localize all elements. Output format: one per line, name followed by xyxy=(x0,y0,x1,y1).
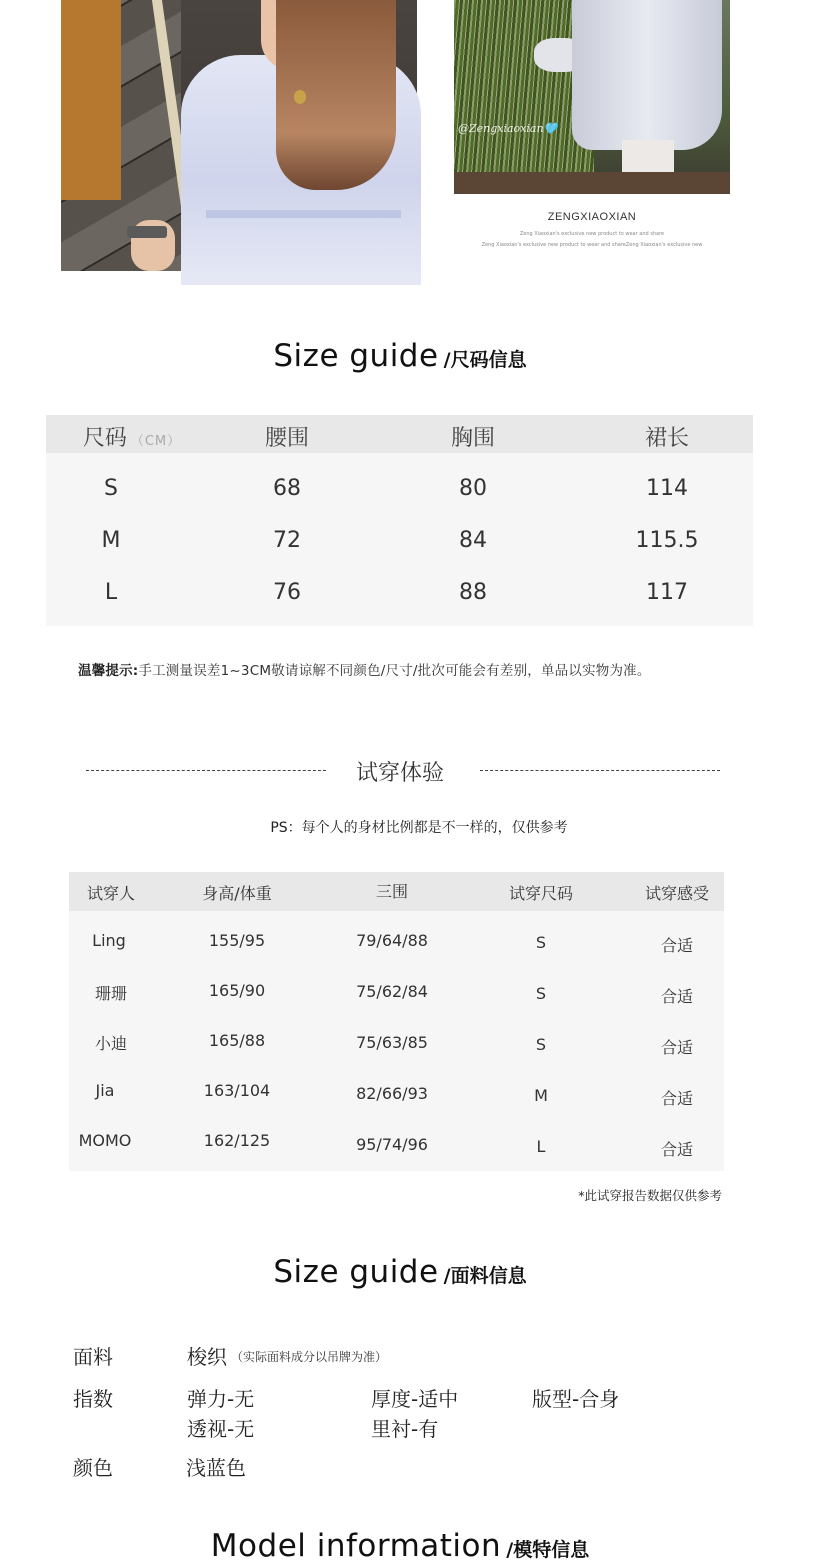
fabric-note: （实际面料成分以吊牌为准） xyxy=(231,1350,388,1364)
brand-tagline: Zeng Xiaoxian's exclusive new product to wear and share xyxy=(519,231,665,237)
trial-height-weight-cell: 165/90 xyxy=(208,981,266,1000)
size-cell: M xyxy=(101,528,121,553)
bust-cell: 80 xyxy=(459,476,487,501)
thickness-value: 厚度-适中 xyxy=(371,1387,459,1411)
waist-cell: 68 xyxy=(273,476,301,501)
trial-col-header-person: 试穿人 xyxy=(86,884,136,903)
trial-height-weight-cell: 165/88 xyxy=(208,1031,266,1050)
dashed-divider-right xyxy=(480,770,720,771)
model-photo-skirt xyxy=(454,0,730,194)
size-col-header-size xyxy=(83,421,181,452)
trial-size-cell: L xyxy=(536,1137,546,1156)
length-cell: 117 xyxy=(646,580,688,605)
trial-col-header-measurements: 三围 xyxy=(375,882,409,901)
trial-col-header-feel: 试穿感受 xyxy=(644,884,710,903)
trial-feel-cell: 合适 xyxy=(660,936,694,955)
model-photo-front xyxy=(61,0,417,271)
size-header-label: 尺码 xyxy=(82,426,127,451)
skirt-hem xyxy=(572,0,722,150)
size-cell: S xyxy=(104,476,118,501)
size-guide-title-cn: /尺码信息 xyxy=(443,349,527,371)
trial-height-weight-cell: 155/95 xyxy=(208,931,266,950)
length-cell: 114 xyxy=(646,476,688,501)
necklace-pendant xyxy=(294,90,306,104)
trial-ps-note: PS：每个人的身材比例都是不一样的，仅供参考 xyxy=(270,820,568,836)
lining-value: 里衬-有 xyxy=(371,1417,439,1441)
photo-watermark: @Zengxiaoxian🩵 xyxy=(458,122,558,135)
trial-measurements-cell: 79/64/88 xyxy=(356,931,428,950)
color-value: 浅蓝色 xyxy=(186,1456,246,1480)
wrist-watch xyxy=(127,226,167,238)
wooden-door xyxy=(61,0,121,200)
size-table xyxy=(46,415,753,626)
tip-label: 温馨提示: xyxy=(78,663,139,679)
trial-disclaimer: *此试穿报告数据仅供参考 xyxy=(578,1188,722,1203)
trial-size-cell: S xyxy=(535,1035,547,1054)
index-label: 指数 xyxy=(73,1387,113,1411)
trial-title: 试穿体验 xyxy=(355,761,444,786)
trial-feel-cell: 合适 xyxy=(660,987,694,1006)
trial-measurements-cell: 82/66/93 xyxy=(356,1084,428,1103)
trial-measurements-cell: 75/62/84 xyxy=(356,982,428,1001)
elasticity-value: 弹力-无 xyxy=(187,1387,255,1411)
trial-feel-cell: 合适 xyxy=(660,1089,694,1108)
size-guide-title-en: Size guide xyxy=(273,338,439,374)
fit-value: 版型-合身 xyxy=(532,1387,620,1411)
trial-measurements-cell: 75/63/85 xyxy=(356,1033,428,1052)
wooden-deck xyxy=(454,172,730,194)
fabric-guide-title-en: Size guide xyxy=(273,1254,439,1290)
model-info-title xyxy=(0,1528,800,1564)
trial-feel-cell: 合适 xyxy=(660,1038,694,1057)
size-col-header-length: 裙长 xyxy=(644,426,690,451)
length-cell: 115.5 xyxy=(635,528,699,553)
bust-cell: 88 xyxy=(459,580,487,605)
transparency-value: 透视-无 xyxy=(187,1417,255,1441)
trial-person-cell: 珊珊 xyxy=(94,984,128,1003)
bust-cell: 84 xyxy=(459,528,487,553)
trial-col-header-size: 试穿尺码 xyxy=(508,884,574,903)
brand-name: ZENGXIAOXIAN xyxy=(547,211,637,223)
trial-col-header-height-weight: 身高/体重 xyxy=(202,884,272,903)
waist-cell: 72 xyxy=(273,528,301,553)
size-col-header-waist: 腰围 xyxy=(264,426,310,451)
size-col-header-bust: 胸围 xyxy=(450,426,496,451)
trial-height-weight-cell: 162/125 xyxy=(203,1131,271,1150)
trial-size-cell: M xyxy=(534,1086,548,1105)
trial-height-weight-cell: 163/104 xyxy=(203,1081,271,1100)
fabric-guide-title-cn: /面料信息 xyxy=(443,1265,527,1287)
color-label: 颜色 xyxy=(73,1456,113,1480)
brand-tagline-repeat: Zeng Xiaoxian's exclusive new product to wear and shareZeng Xiaoxian's exclusive new xyxy=(481,242,703,248)
fabric-guide-title xyxy=(0,1254,800,1290)
trial-person-cell: Jia xyxy=(95,1081,115,1100)
trial-measurements-cell: 95/74/96 xyxy=(356,1135,428,1154)
waist-cell: 76 xyxy=(273,580,301,605)
trial-feel-cell: 合适 xyxy=(660,1140,694,1159)
model-info-title-en: Model information xyxy=(210,1528,502,1564)
model-info-title-cn: /模特信息 xyxy=(506,1539,590,1561)
trial-person-cell: 小迪 xyxy=(94,1034,128,1053)
trial-person-cell: MOMO xyxy=(78,1131,132,1150)
size-guide-title xyxy=(0,338,800,374)
trial-size-cell: S xyxy=(535,933,547,952)
size-cell: L xyxy=(104,580,118,605)
trial-person-cell: Ling xyxy=(92,931,126,950)
trial-size-cell: S xyxy=(535,984,547,1003)
fabric-label: 面料 xyxy=(73,1345,113,1369)
fabric-value: 梭织 xyxy=(187,1345,227,1369)
tip-text: 手工测量误差1~3CM敬请谅解不同颜色/尺寸/批次可能会有差别，单品以实物为准。 xyxy=(138,663,651,679)
measurement-tip xyxy=(78,659,651,679)
size-header-unit: （CM） xyxy=(130,434,182,449)
trial-table xyxy=(69,872,724,1171)
dress-waist-seam xyxy=(206,210,401,218)
